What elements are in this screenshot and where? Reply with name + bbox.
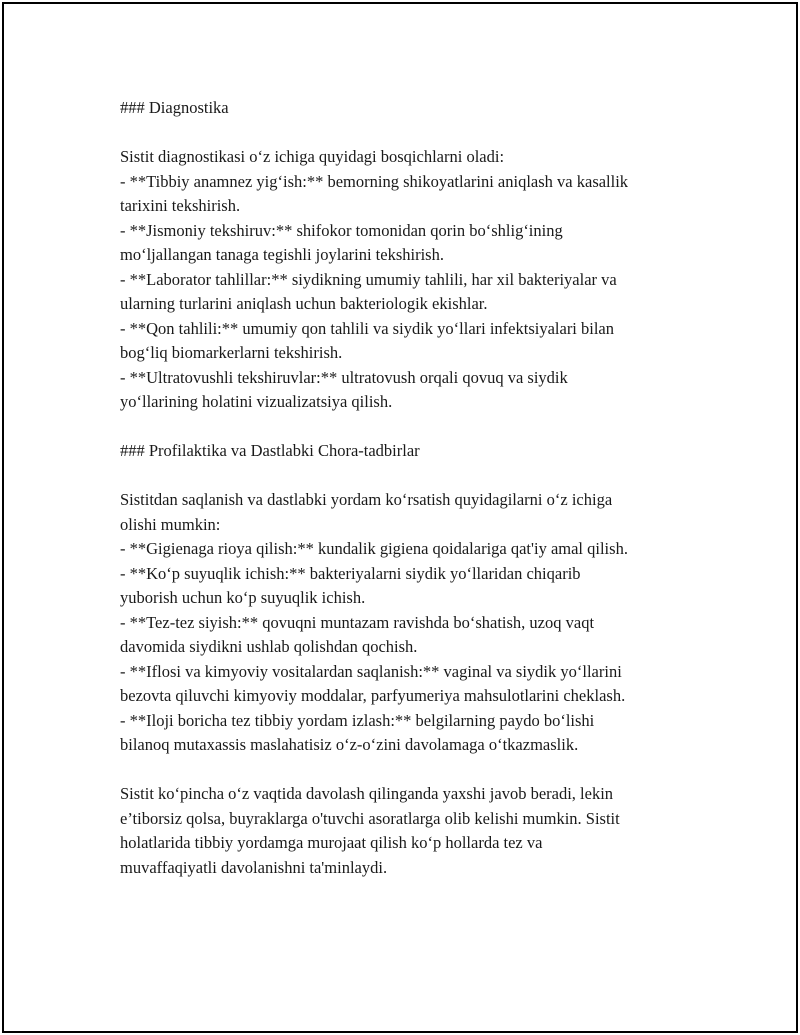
list-item bbox=[120, 537, 710, 562]
prevention-heading: ### Profilaktika va Dastlabki Chora-tadbirlar bbox=[120, 441, 420, 460]
list-item-line: - **Iflosi va kimyoviy vositalardan saqlanish:** vaginal va siydik yo‘llarini bbox=[120, 661, 622, 681]
list-item-line: ularning turlarini aniqlash uchun bakteriologik ekishlar. bbox=[120, 294, 488, 313]
conclusion-line: Sistit ko‘pincha o‘z vaqtida davolash qilinganda yaxshi javob beradi, lekin bbox=[120, 784, 614, 803]
list-item-line: - **Gigienaga rioya qilish:** kundalik gigiena qoidalariga qat'iy amal qilish. bbox=[120, 539, 628, 558]
list-item-line: davomida siydikni ushlab qolishdan qochish. bbox=[120, 637, 418, 656]
spacer bbox=[120, 415, 710, 440]
prevention-intro-line: Sistitdan saqlanish va dastlabki yordam ko‘rsatish quyidagilarni o‘z ichiga bbox=[120, 490, 613, 509]
list-item bbox=[120, 317, 710, 366]
spacer bbox=[120, 758, 710, 783]
list-item bbox=[120, 562, 710, 611]
list-item-line: bog‘liq biomarkerlarni tekshirish. bbox=[120, 343, 343, 362]
list-item-line: - **Laborator tahlillar:** siydikning umumiy tahlili, har xil bakteriyalar va bbox=[120, 269, 617, 289]
list-item-line: mo‘ljallangan tanaga tegishli joylarini tekshirish. bbox=[120, 245, 444, 264]
list-item-line: bezovta qiluvchi kimyoviy moddalar, parfyumeriya mahsulotlarini cheklash. bbox=[120, 686, 626, 705]
list-item-line: - **Tibbiy anamnez yig‘ish:** bemorning shikoyatlarini aniqlash va kasallik bbox=[120, 171, 629, 191]
list-item bbox=[120, 170, 710, 219]
list-item-line: - **Iloji boricha tez tibbiy yordam izlash:** belgilarning paydo bo‘lishi bbox=[120, 710, 595, 730]
prevention-list bbox=[120, 537, 710, 758]
conclusion-line: holatlarida tibbiy yordamga murojaat qilish ko‘p hollarda tez va bbox=[120, 833, 543, 852]
prevention-intro-line: olishi mumkin: bbox=[120, 514, 221, 534]
spacer bbox=[120, 121, 710, 146]
list-item-line: bilanoq mutaxassis maslahatisiz o‘z-o‘zini davolamaga o‘tkazmaslik. bbox=[120, 735, 579, 754]
list-item bbox=[120, 709, 710, 758]
list-item-line: - **Jismoniy tekshiruv:** shifokor tomonidan qorin bo‘shlig‘ining bbox=[120, 220, 563, 240]
diagnostics-intro: Sistit diagnostikasi o‘z ichiga quyidagi bosqichlarni oladi: bbox=[120, 147, 505, 166]
diagnostics-heading: ### Diagnostika bbox=[120, 98, 229, 117]
list-item-line: - **Tez-tez siyish:** qovuqni muntazam ravishda bo‘shatish, uzoq vaqt bbox=[120, 612, 595, 632]
list-item-line: - **Qon tahlili:** umumiy qon tahlili va siydik yo‘llari infektsiyalari bilan bbox=[120, 318, 615, 338]
list-item-line: yuborish uchun ko‘p suyuqlik ichish. bbox=[120, 588, 366, 607]
document-body bbox=[120, 96, 710, 880]
list-item bbox=[120, 219, 710, 268]
list-item bbox=[120, 366, 710, 415]
list-item-line: - **Ultratovushli tekshiruvlar:** ultratovush orqali qovuq va siydik bbox=[120, 367, 568, 387]
list-item bbox=[120, 268, 710, 317]
conclusion-paragraph bbox=[120, 782, 710, 880]
list-item-line: tarixini tekshirish. bbox=[120, 196, 241, 215]
spacer bbox=[120, 464, 710, 489]
list-item-line: - **Ko‘p suyuqlik ichish:** bakteriyalarni siydik yo‘llaridan chiqarib bbox=[120, 563, 581, 583]
prevention-intro bbox=[120, 488, 710, 537]
list-item-line: yo‘llarining holatini vizualizatsiya qilish. bbox=[120, 392, 393, 411]
conclusion-line: muvaffaqiyatli davolanishni ta'minlaydi. bbox=[120, 857, 388, 877]
list-item bbox=[120, 611, 710, 660]
conclusion-line: e’tiborsiz qolsa, buyraklarga o'tuvchi asoratlarga olib kelishi mumkin. Sistit bbox=[120, 808, 620, 828]
list-item bbox=[120, 660, 710, 709]
diagnostics-list bbox=[120, 170, 710, 415]
document-page bbox=[2, 2, 798, 1033]
